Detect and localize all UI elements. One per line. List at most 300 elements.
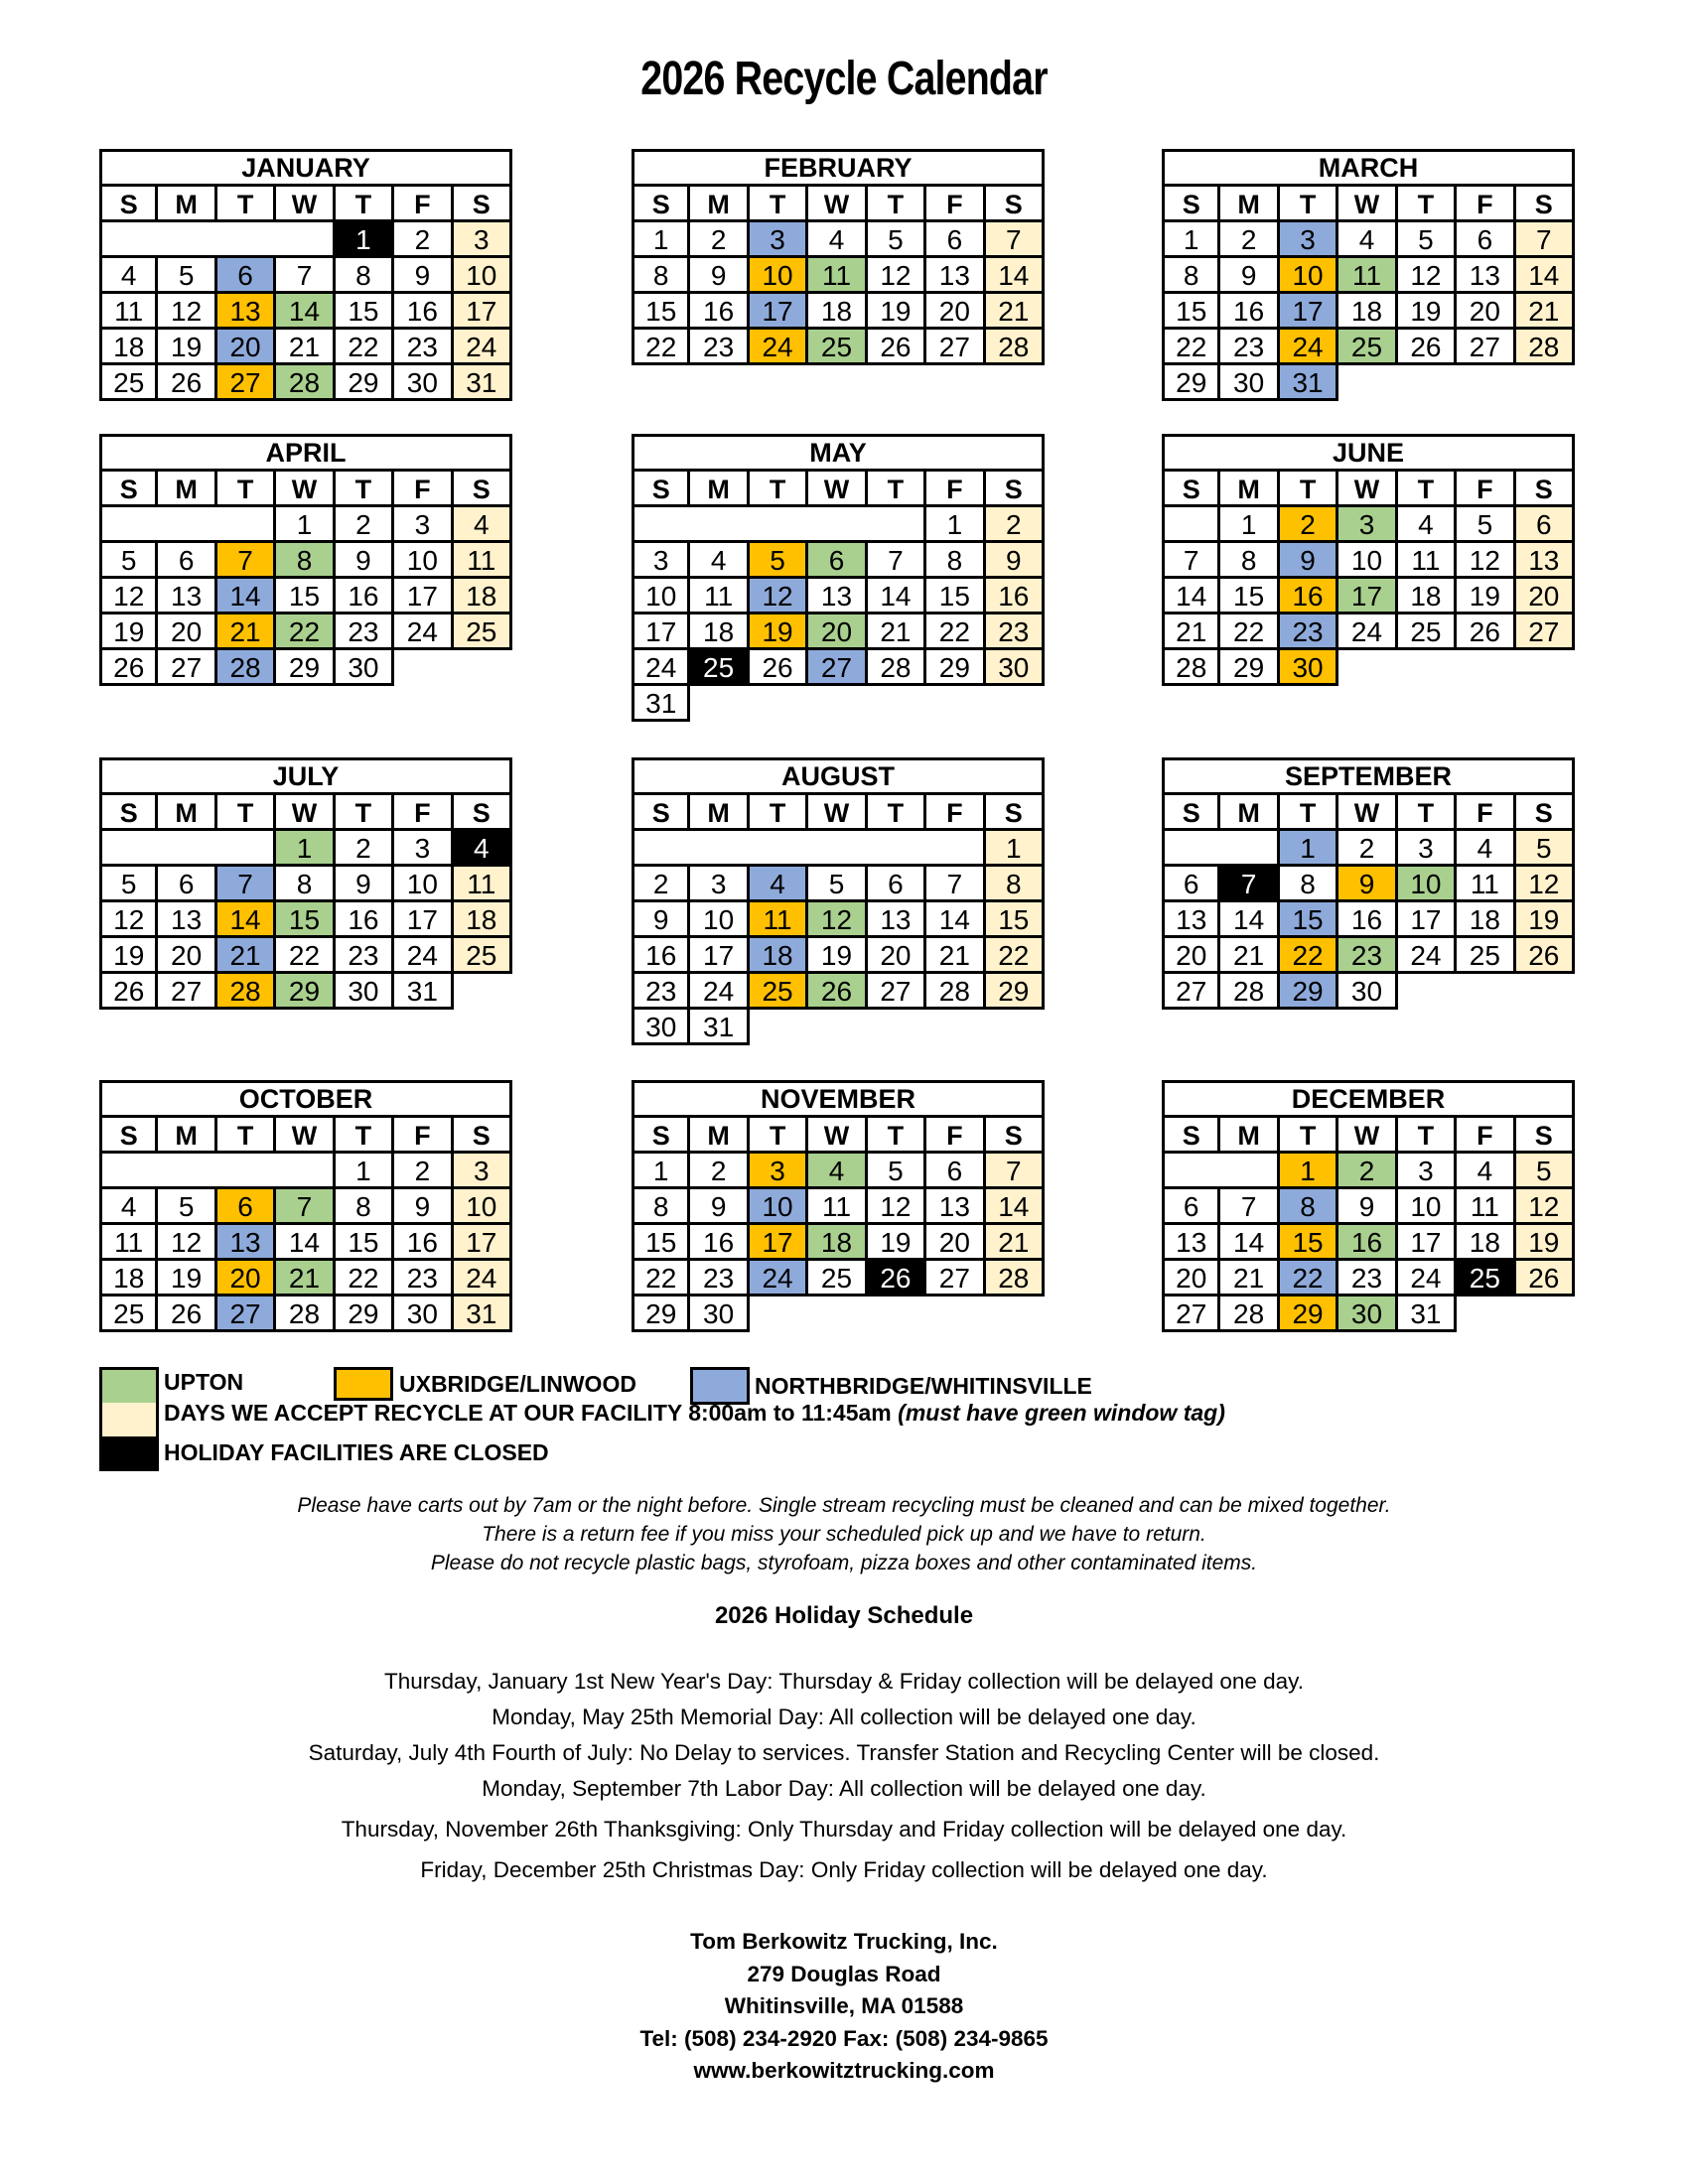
day-cell-facility: 18 — [454, 902, 512, 938]
day-cell-regular: 26 — [868, 330, 926, 365]
day-cell-upton: 2 — [1338, 1154, 1397, 1189]
day-cell-regular: 31 — [632, 686, 690, 722]
weekday-header: T — [1280, 795, 1338, 831]
day-cell-regular: 18 — [1457, 1225, 1515, 1261]
day-cell-facility: 17 — [454, 294, 512, 330]
empty-days — [632, 831, 986, 867]
day-cell-regular: 2 — [394, 1154, 453, 1189]
day-cell-facility: 13 — [1516, 543, 1575, 579]
day-cell-regular: 2 — [632, 867, 690, 902]
day-cell-regular: 10 — [1338, 543, 1397, 579]
day-cell-regular: 19 — [158, 1261, 216, 1297]
day-cell-uxbridge: 7 — [217, 543, 276, 579]
weekday-header: T — [336, 1118, 394, 1154]
day-cell-upton: 11 — [808, 258, 867, 294]
day-cell-uxbridge: 13 — [217, 294, 276, 330]
day-cell-regular: 13 — [926, 1189, 985, 1225]
weekday-header: S — [454, 1118, 512, 1154]
day-cell-regular: 4 — [1457, 1154, 1515, 1189]
day-cell-regular: 18 — [99, 1261, 158, 1297]
day-cell-regular: 16 — [394, 294, 453, 330]
month-days-grid — [632, 1118, 1045, 1332]
day-cell-regular: 27 — [158, 974, 216, 1010]
day-cell-regular: 21 — [868, 614, 926, 650]
day-cell-regular: 17 — [690, 938, 749, 974]
day-cell-upton: 22 — [276, 614, 335, 650]
day-cell-regular: 9 — [336, 867, 394, 902]
day-cell-northbridge: 20 — [217, 330, 276, 365]
day-cell-regular: 22 — [276, 938, 335, 974]
day-cell-regular: 28 — [1220, 974, 1279, 1010]
day-cell-regular: 6 — [158, 543, 216, 579]
weekday-header: F — [926, 1118, 985, 1154]
weekday-header: T — [750, 187, 808, 222]
day-cell-holiday: 4 — [454, 831, 512, 867]
weekday-header: T — [1398, 1118, 1457, 1154]
day-cell-regular: 9 — [336, 543, 394, 579]
legend-label-upton: UPTON — [164, 1369, 244, 1395]
day-cell-holiday: 7 — [1220, 867, 1279, 902]
day-cell-regular: 6 — [1457, 222, 1515, 258]
day-cell-northbridge: 13 — [217, 1225, 276, 1261]
day-cell-regular: 29 — [336, 365, 394, 401]
weekday-header: W — [808, 795, 867, 831]
day-cell-upton: 17 — [1338, 579, 1397, 614]
day-cell-regular: 23 — [632, 974, 690, 1010]
weekday-header: M — [690, 472, 749, 507]
day-cell-facility: 28 — [1516, 330, 1575, 365]
day-cell-regular: 6 — [1162, 1189, 1220, 1225]
day-cell-facility: 27 — [1516, 614, 1575, 650]
day-cell-facility: 25 — [454, 614, 512, 650]
day-cell-regular: 12 — [1398, 258, 1457, 294]
holiday-item: Thursday, November 26th Thanksgiving: Only Thursday and Friday collection will be delayed one day. — [341, 1817, 1347, 1842]
day-cell-regular: 28 — [926, 974, 985, 1010]
weekday-header: T — [750, 795, 808, 831]
day-cell-regular: 5 — [1398, 222, 1457, 258]
day-cell-regular: 15 — [276, 579, 335, 614]
weekday-header: T — [336, 187, 394, 222]
day-cell-regular: 31 — [394, 974, 453, 1010]
day-cell-regular: 22 — [926, 614, 985, 650]
day-cell-regular: 8 — [632, 258, 690, 294]
day-cell-uxbridge: 16 — [1280, 579, 1338, 614]
day-cell-regular: 13 — [1457, 258, 1515, 294]
weekday-header: M — [158, 472, 216, 507]
day-cell-regular: 23 — [1338, 1261, 1397, 1297]
day-cell-northbridge: 3 — [750, 222, 808, 258]
weekday-header: F — [394, 472, 453, 507]
day-cell-upton: 3 — [1338, 507, 1397, 543]
day-cell-regular: 5 — [808, 867, 867, 902]
day-cell-regular: 16 — [336, 902, 394, 938]
day-cell-regular: 1 — [276, 507, 335, 543]
day-cell-facility: 16 — [986, 579, 1045, 614]
day-cell-facility: 15 — [986, 902, 1045, 938]
day-cell-regular: 22 — [1162, 330, 1220, 365]
day-cell-regular: 3 — [1398, 1154, 1457, 1189]
weekday-header: S — [1162, 472, 1220, 507]
day-cell-regular: 15 — [632, 1225, 690, 1261]
month-days-grid — [632, 187, 1045, 365]
day-cell-regular: 5 — [158, 1189, 216, 1225]
day-cell-regular: 9 — [394, 258, 453, 294]
day-cell-regular: 3 — [394, 507, 453, 543]
day-cell-regular: 8 — [276, 867, 335, 902]
day-cell-upton: 28 — [276, 365, 335, 401]
day-cell-facility: 25 — [454, 938, 512, 974]
day-cell-regular: 14 — [1220, 1225, 1279, 1261]
day-cell-regular: 30 — [394, 1297, 453, 1332]
day-cell-regular: 15 — [336, 1225, 394, 1261]
day-cell-regular: 7 — [926, 867, 985, 902]
day-cell-regular: 10 — [394, 867, 453, 902]
legend-swatch-holiday — [99, 1436, 159, 1471]
month-days-grid — [99, 795, 512, 1010]
month-january — [99, 149, 512, 401]
company-info — [0, 1926, 1688, 2088]
day-cell-regular: 14 — [926, 902, 985, 938]
day-cell-regular: 25 — [1457, 938, 1515, 974]
day-cell-regular: 13 — [868, 902, 926, 938]
day-cell-regular: 2 — [1338, 831, 1397, 867]
day-cell-facility: 1 — [986, 831, 1045, 867]
day-cell-uxbridge: 15 — [1280, 1225, 1338, 1261]
day-cell-northbridge: 1 — [1280, 831, 1338, 867]
month-days-grid — [1162, 472, 1575, 686]
day-cell-upton: 25 — [1338, 330, 1397, 365]
weekday-header: S — [1162, 187, 1220, 222]
day-cell-regular: 15 — [926, 579, 985, 614]
day-cell-uxbridge: 17 — [750, 1225, 808, 1261]
day-cell-uxbridge: 2 — [1280, 507, 1338, 543]
day-cell-northbridge: 29 — [1280, 974, 1338, 1010]
month-title: JUNE — [1162, 434, 1575, 472]
day-cell-regular: 2 — [394, 222, 453, 258]
day-cell-regular: 5 — [99, 543, 158, 579]
weekday-header: T — [868, 795, 926, 831]
month-title: APRIL — [99, 434, 512, 472]
day-cell-regular: 23 — [394, 1261, 453, 1297]
day-cell-regular: 29 — [276, 650, 335, 686]
weekday-header: T — [1280, 1118, 1338, 1154]
note-line: Please have carts out by 7am or the night before. Single stream recycling must be cleaned and can be mixed together. — [297, 1494, 1391, 1517]
month-may — [632, 434, 1045, 722]
day-cell-regular: 19 — [1457, 579, 1515, 614]
day-cell-uxbridge: 10 — [750, 258, 808, 294]
day-cell-regular: 19 — [99, 938, 158, 974]
company-name: Tom Berkowitz Trucking, Inc. — [690, 1929, 998, 1954]
day-cell-regular: 24 — [394, 938, 453, 974]
day-cell-regular: 19 — [868, 1225, 926, 1261]
weekday-header: W — [1338, 187, 1397, 222]
day-cell-regular: 27 — [1162, 1297, 1220, 1332]
weekday-header: F — [1457, 472, 1515, 507]
day-cell-regular: 19 — [99, 614, 158, 650]
day-cell-facility: 8 — [986, 867, 1045, 902]
day-cell-regular: 19 — [158, 330, 216, 365]
weekday-header: W — [808, 1118, 867, 1154]
day-cell-regular: 28 — [1162, 650, 1220, 686]
day-cell-regular: 21 — [276, 330, 335, 365]
day-cell-northbridge: 27 — [217, 1297, 276, 1332]
weekday-header: T — [1398, 795, 1457, 831]
day-cell-regular: 4 — [1457, 831, 1515, 867]
weekday-header: T — [868, 187, 926, 222]
day-cell-regular: 10 — [394, 543, 453, 579]
day-cell-facility: 4 — [454, 507, 512, 543]
day-cell-uxbridge: 3 — [750, 1154, 808, 1189]
day-cell-regular: 10 — [690, 902, 749, 938]
day-cell-upton: 26 — [808, 974, 867, 1010]
day-cell-regular: 9 — [1220, 258, 1279, 294]
holiday-schedule-title: 2026 Holiday Schedule — [714, 1602, 974, 1629]
day-cell-uxbridge: 10 — [1280, 258, 1338, 294]
day-cell-regular: 28 — [868, 650, 926, 686]
day-cell-northbridge: 10 — [750, 1189, 808, 1225]
day-cell-regular: 10 — [632, 579, 690, 614]
empty-days — [99, 507, 276, 543]
day-cell-regular: 14 — [1162, 579, 1220, 614]
day-cell-regular: 19 — [868, 294, 926, 330]
day-cell-regular: 31 — [690, 1010, 749, 1045]
day-cell-regular: 12 — [158, 1225, 216, 1261]
day-cell-northbridge: 17 — [1280, 294, 1338, 330]
day-cell-regular: 24 — [690, 974, 749, 1010]
day-cell-uxbridge: 24 — [1280, 330, 1338, 365]
month-august — [632, 757, 1045, 1045]
weekday-header: T — [217, 187, 276, 222]
month-title: FEBRUARY — [632, 149, 1045, 187]
day-cell-regular: 17 — [1398, 1225, 1457, 1261]
weekday-header: S — [1516, 187, 1575, 222]
day-cell-regular: 1 — [1220, 507, 1279, 543]
weekday-header: S — [454, 472, 512, 507]
day-cell-northbridge: 14 — [217, 579, 276, 614]
weekday-header: T — [750, 472, 808, 507]
day-cell-regular: 13 — [158, 902, 216, 938]
weekday-header: S — [632, 472, 690, 507]
day-cell-regular: 25 — [99, 1297, 158, 1332]
day-cell-northbridge: 18 — [750, 938, 808, 974]
day-cell-regular: 29 — [1162, 365, 1220, 401]
day-cell-northbridge: 22 — [1280, 1261, 1338, 1297]
day-cell-regular: 13 — [1162, 1225, 1220, 1261]
day-cell-facility: 18 — [454, 579, 512, 614]
holiday-schedule-list — [0, 1664, 1688, 1888]
month-february — [632, 149, 1045, 365]
empty-days — [1162, 1154, 1280, 1189]
day-cell-uxbridge: 5 — [750, 543, 808, 579]
day-cell-upton: 25 — [808, 330, 867, 365]
day-cell-regular: 17 — [1398, 902, 1457, 938]
day-cell-facility: 24 — [454, 330, 512, 365]
day-cell-regular: 9 — [690, 1189, 749, 1225]
day-cell-regular: 10 — [1398, 1189, 1457, 1225]
holiday-item: Friday, December 25th Christmas Day: Only Friday collection will be delayed one day. — [420, 1857, 1268, 1882]
day-cell-regular: 26 — [99, 650, 158, 686]
day-cell-regular: 13 — [158, 579, 216, 614]
month-days-grid — [99, 187, 512, 401]
month-title: JANUARY — [99, 149, 512, 187]
day-cell-regular: 2 — [1220, 222, 1279, 258]
day-cell-regular: 11 — [1457, 867, 1515, 902]
day-cell-regular: 8 — [1162, 258, 1220, 294]
day-cell-northbridge: 6 — [217, 258, 276, 294]
day-cell-regular: 26 — [99, 974, 158, 1010]
weekday-header: W — [808, 472, 867, 507]
day-cell-regular: 14 — [276, 1225, 335, 1261]
note-line: There is a return fee if you miss your scheduled pick up and we have to return. — [482, 1523, 1206, 1546]
day-cell-regular: 19 — [808, 938, 867, 974]
weekday-header: W — [1338, 795, 1397, 831]
month-november — [632, 1080, 1045, 1332]
day-cell-facility: 21 — [986, 1225, 1045, 1261]
weekday-header: S — [1162, 795, 1220, 831]
day-cell-facility: 11 — [454, 867, 512, 902]
weekday-header: T — [1280, 187, 1338, 222]
day-cell-uxbridge: 1 — [1280, 1154, 1338, 1189]
holiday-item: Monday, September 7th Labor Day: All collection will be delayed one day. — [482, 1776, 1206, 1801]
weekday-header: T — [217, 472, 276, 507]
weekday-header: F — [394, 795, 453, 831]
day-cell-regular: 29 — [926, 650, 985, 686]
day-cell-facility: 24 — [454, 1261, 512, 1297]
day-cell-uxbridge: 22 — [1280, 938, 1338, 974]
day-cell-regular: 20 — [158, 614, 216, 650]
day-cell-regular: 23 — [336, 614, 394, 650]
month-days-grid — [632, 472, 1045, 722]
day-cell-uxbridge: 19 — [750, 614, 808, 650]
day-cell-regular: 20 — [868, 938, 926, 974]
day-cell-uxbridge: 30 — [1280, 650, 1338, 686]
day-cell-regular: 26 — [158, 1297, 216, 1332]
month-title: MAY — [632, 434, 1045, 472]
day-cell-regular: 25 — [808, 1261, 867, 1297]
day-cell-facility: 3 — [454, 1154, 512, 1189]
day-cell-facility: 30 — [986, 650, 1045, 686]
day-cell-regular: 17 — [632, 614, 690, 650]
day-cell-regular: 18 — [1457, 902, 1515, 938]
weekday-header: W — [276, 472, 335, 507]
day-cell-regular: 16 — [394, 1225, 453, 1261]
weekday-header: S — [99, 187, 158, 222]
weekday-header: S — [454, 795, 512, 831]
holiday-item: Monday, May 25th Memorial Day: All collection will be delayed one day. — [492, 1705, 1196, 1729]
weekday-header: S — [986, 795, 1045, 831]
day-cell-regular: 12 — [99, 902, 158, 938]
day-cell-regular: 23 — [394, 330, 453, 365]
weekday-header: S — [632, 187, 690, 222]
day-cell-regular: 16 — [1220, 294, 1279, 330]
day-cell-regular: 26 — [750, 650, 808, 686]
weekday-header: S — [1162, 1118, 1220, 1154]
month-title: DECEMBER — [1162, 1080, 1575, 1118]
day-cell-facility: 11 — [454, 543, 512, 579]
weekday-header: T — [217, 1118, 276, 1154]
day-cell-regular: 3 — [394, 831, 453, 867]
day-cell-regular: 8 — [632, 1189, 690, 1225]
weekday-header: T — [868, 472, 926, 507]
day-cell-regular: 2 — [336, 507, 394, 543]
day-cell-regular: 25 — [99, 365, 158, 401]
weekday-header: W — [1338, 472, 1397, 507]
day-cell-regular: 4 — [1338, 222, 1397, 258]
day-cell-regular: 6 — [868, 867, 926, 902]
day-cell-upton: 4 — [808, 1154, 867, 1189]
day-cell-regular: 22 — [1220, 614, 1279, 650]
weekday-header: T — [868, 1118, 926, 1154]
day-cell-regular: 7 — [1220, 1189, 1279, 1225]
month-title: MARCH — [1162, 149, 1575, 187]
day-cell-regular: 20 — [1162, 1261, 1220, 1297]
day-cell-upton: 10 — [1398, 867, 1457, 902]
day-cell-regular: 31 — [1398, 1297, 1457, 1332]
day-cell-regular: 22 — [632, 1261, 690, 1297]
day-cell-regular: 2 — [336, 831, 394, 867]
day-cell-northbridge: 8 — [1280, 1189, 1338, 1225]
day-cell-regular: 22 — [336, 330, 394, 365]
day-cell-regular: 16 — [632, 938, 690, 974]
day-cell-regular: 8 — [1280, 867, 1338, 902]
month-title: OCTOBER — [99, 1080, 512, 1118]
weekday-header: M — [158, 1118, 216, 1154]
weekday-header: T — [1280, 472, 1338, 507]
day-cell-regular: 12 — [868, 1189, 926, 1225]
day-cell-facility: 21 — [1516, 294, 1575, 330]
weekday-header: F — [1457, 187, 1515, 222]
day-cell-facility: 14 — [986, 1189, 1045, 1225]
weekday-header: S — [99, 472, 158, 507]
day-cell-upton: 7 — [276, 1189, 335, 1225]
day-cell-regular: 8 — [1220, 543, 1279, 579]
weekday-header: F — [1457, 1118, 1515, 1154]
day-cell-facility: 7 — [1516, 222, 1575, 258]
weekday-header: S — [454, 187, 512, 222]
day-cell-facility: 12 — [1516, 1189, 1575, 1225]
day-cell-regular: 27 — [926, 330, 985, 365]
day-cell-regular: 18 — [1338, 294, 1397, 330]
weekday-header: F — [926, 187, 985, 222]
day-cell-regular: 21 — [1220, 938, 1279, 974]
day-cell-regular: 8 — [926, 543, 985, 579]
weekday-header: W — [808, 187, 867, 222]
day-cell-facility: 20 — [1516, 579, 1575, 614]
day-cell-regular: 5 — [868, 1154, 926, 1189]
day-cell-regular: 15 — [336, 294, 394, 330]
day-cell-facility: 19 — [1516, 902, 1575, 938]
day-cell-regular: 24 — [1398, 938, 1457, 974]
note-line: Please do not recycle plastic bags, styrofoam, pizza boxes and other contaminated items. — [430, 1552, 1258, 1574]
weekday-header: T — [336, 472, 394, 507]
day-cell-regular: 27 — [158, 650, 216, 686]
day-cell-regular: 18 — [99, 330, 158, 365]
day-cell-upton: 23 — [1338, 938, 1397, 974]
day-cell-holiday: 26 — [868, 1261, 926, 1297]
day-cell-uxbridge: 21 — [217, 614, 276, 650]
month-june — [1162, 434, 1575, 686]
day-cell-regular: 19 — [1398, 294, 1457, 330]
day-cell-regular: 14 — [868, 579, 926, 614]
day-cell-regular: 6 — [1162, 867, 1220, 902]
day-cell-regular: 5 — [1457, 507, 1515, 543]
day-cell-facility: 28 — [986, 330, 1045, 365]
day-cell-facility: 17 — [454, 1225, 512, 1261]
day-cell-regular: 8 — [336, 1189, 394, 1225]
weekday-header: M — [1220, 1118, 1279, 1154]
day-cell-regular: 24 — [394, 614, 453, 650]
company-website[interactable]: www.berkowitztrucking.com — [693, 2058, 995, 2083]
